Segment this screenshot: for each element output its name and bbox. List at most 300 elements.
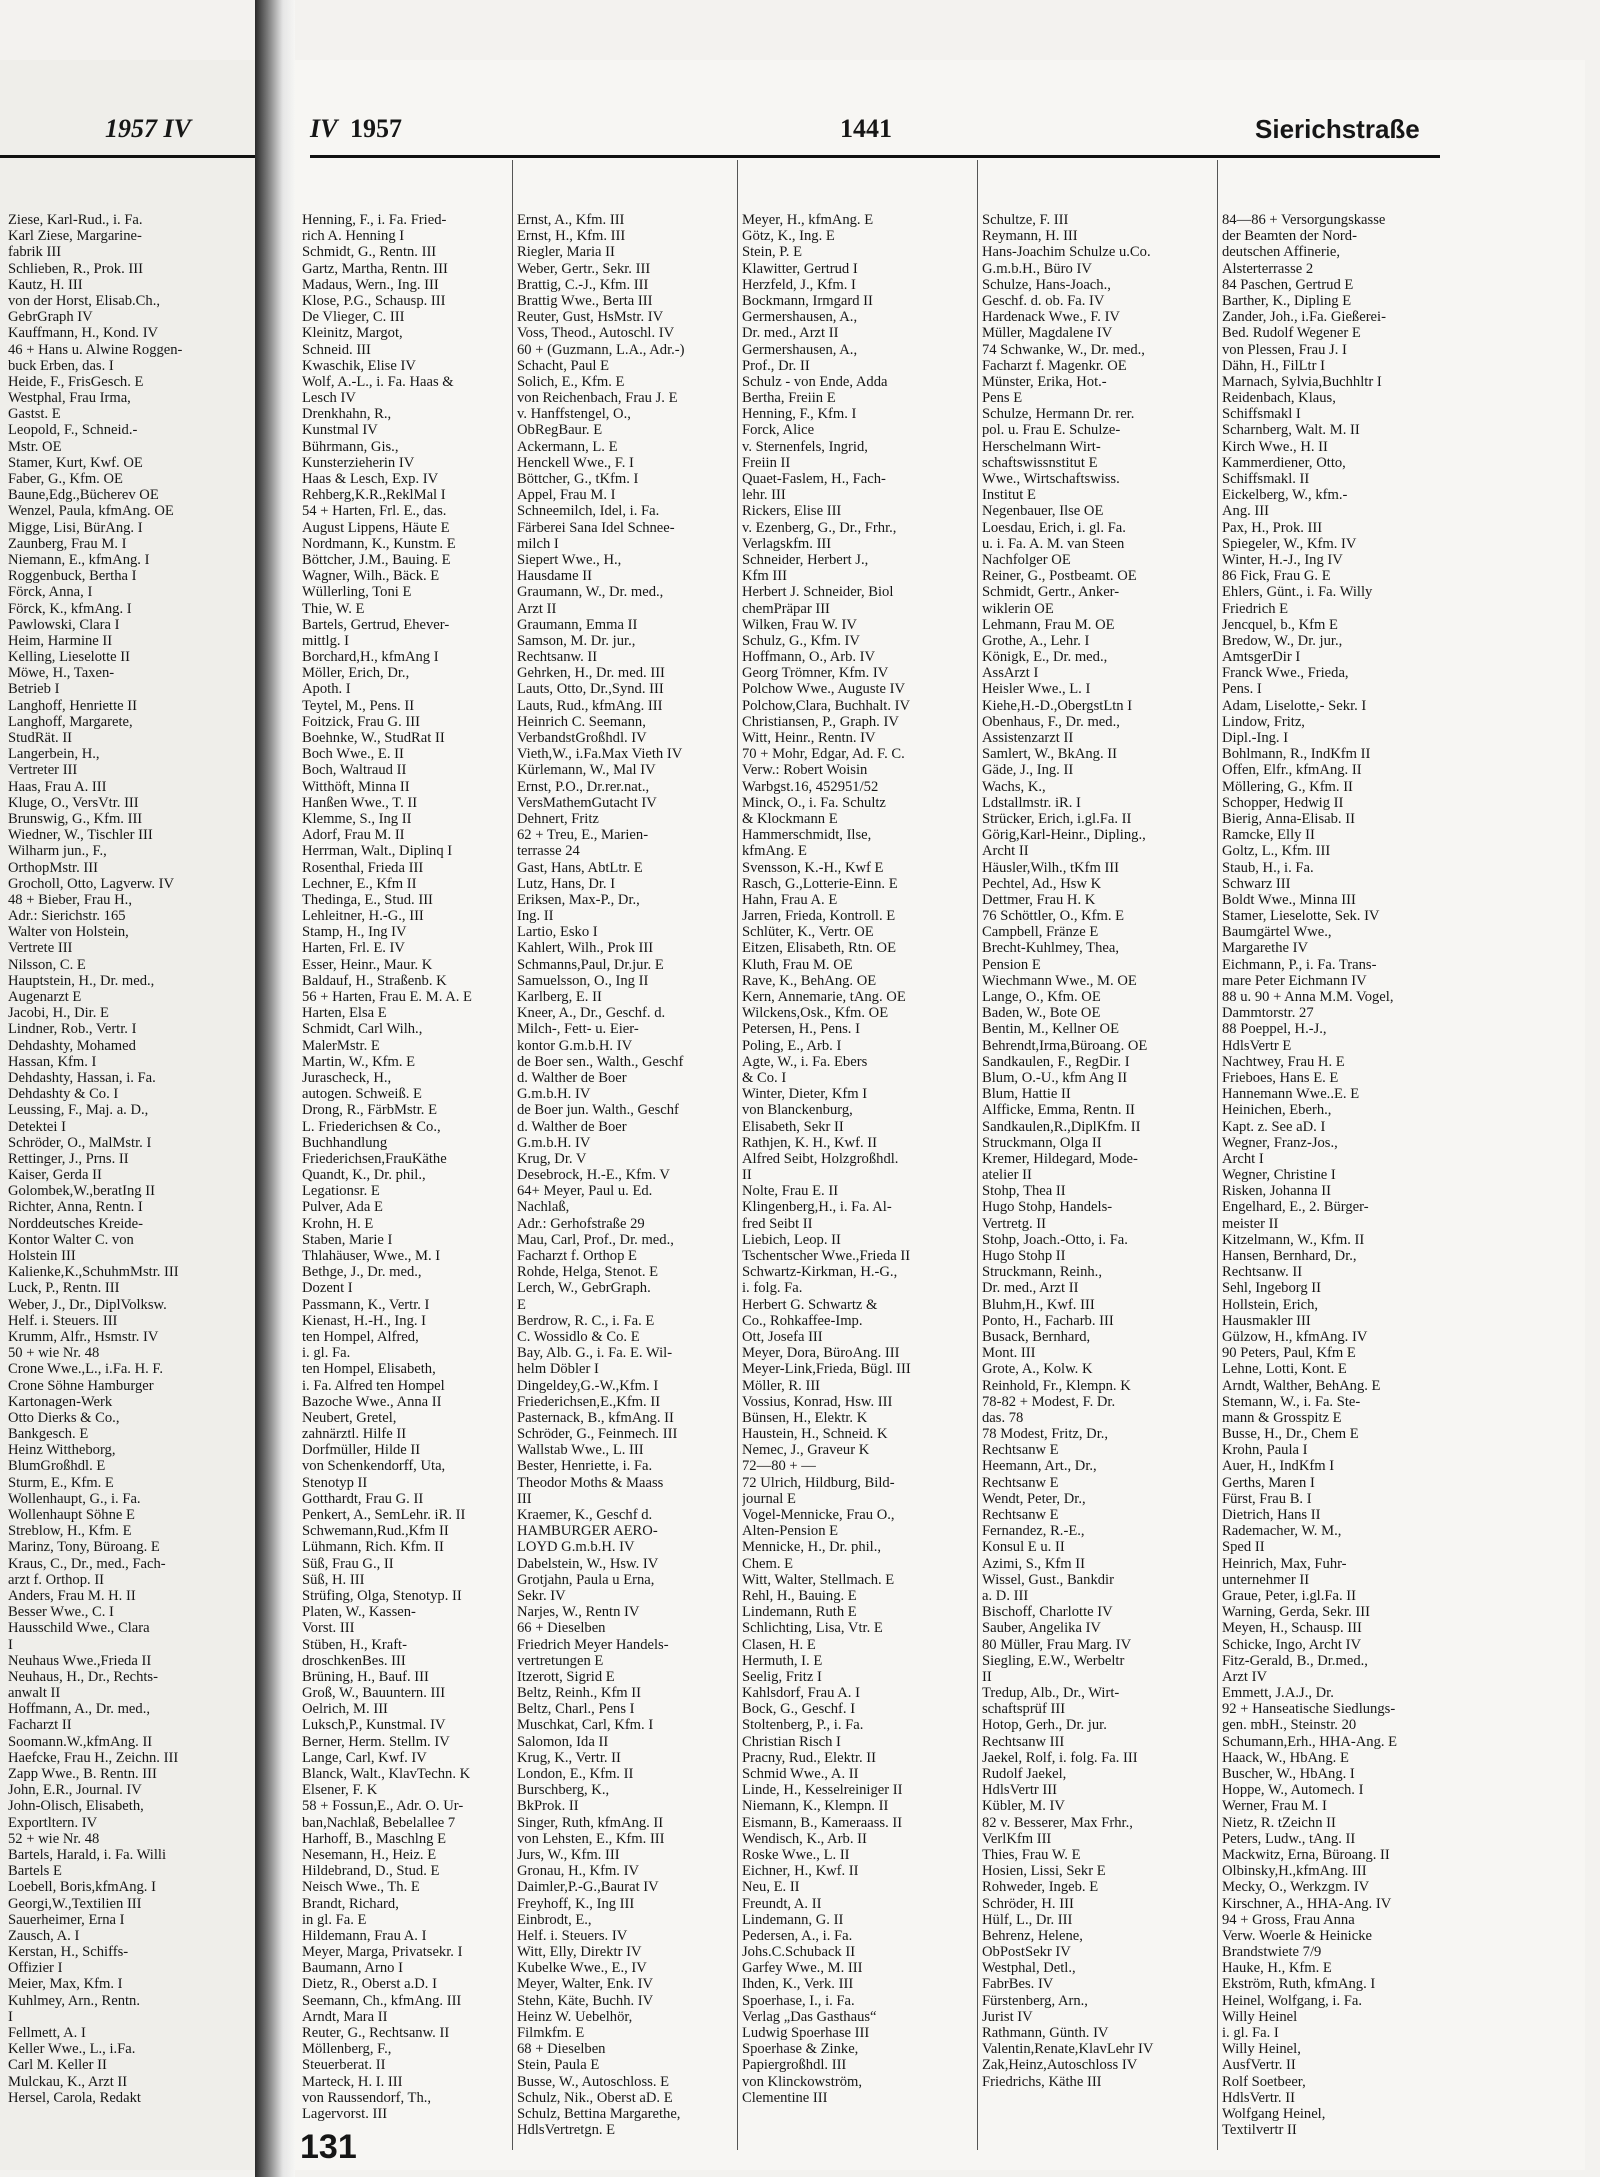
directory-entry-line: Vertreter III	[8, 762, 78, 779]
directory-entry-line: Hotop, Gerh., Dr. jur.	[982, 1717, 1107, 1734]
directory-entry-line: Hollstein, Erich,	[1222, 1296, 1319, 1313]
directory-entry-line: terrasse 24	[517, 843, 580, 860]
directory-entry-line: Hugo Stohp II	[982, 1248, 1066, 1264]
directory-entry-line: Legationsr. E	[302, 1183, 380, 1200]
directory-entry-line: 78-82 + Modest, F. Dr.	[982, 1393, 1116, 1410]
directory-entry-line: Schlichting, Lisa, Vtr. E	[742, 1620, 883, 1637]
directory-entry-line: 70 + Mohr, Edgar, Ad. F. C.	[742, 746, 905, 763]
directory-entry-line: Busse, W., Autoschloss. E	[517, 2073, 670, 2090]
directory-entry-line: Wolf, A.-L., i. Fa. Haas &	[302, 373, 454, 390]
directory-entry-line: Kelling, Lieselotte II	[8, 649, 130, 666]
directory-entry-line: Mont. III	[982, 1345, 1036, 1362]
directory-entry-line: von der Horst, Elisab.Ch.,	[8, 292, 161, 309]
directory-entry-line: Alten-Pension E	[742, 1523, 839, 1540]
directory-entry-line: Tschentscher Wwe.,Frieda II	[742, 1248, 911, 1264]
directory-entry-line: Bohlmann, R., IndKfm II	[1222, 746, 1371, 763]
directory-entry-line: Fitz-Gerald, B., Dr.med.,	[1222, 1652, 1368, 1669]
directory-entry-line: Meyer, Walter, Enk. IV	[517, 1976, 653, 1993]
directory-entry-line: 72 Ulrich, Hildburg, Bild-	[742, 1474, 895, 1491]
directory-entry-line: 72—80 + —	[742, 1458, 816, 1475]
directory-entry-line: Hildemann, Frau A. I	[302, 1927, 427, 1944]
directory-entry-line: Kirschner, A., HHA-Ang. IV	[1222, 1895, 1392, 1912]
directory-entry-line: Heinz Wittheborg,	[8, 1442, 116, 1459]
directory-entry-line: Streblow, H., Kfm. E	[8, 1523, 132, 1540]
directory-entry-line: Dorfmüller, Hilde II	[302, 1442, 421, 1459]
directory-entry-line: Schwartz-Kirkman, H.-G.,	[742, 1264, 898, 1281]
directory-entry-line: Helf. i. Steuers. III	[8, 1312, 118, 1329]
directory-entry-line: Bockmann, Irmgard II	[742, 292, 873, 309]
directory-entry-line: Brecht-Kuhlmey, Thea,	[982, 940, 1119, 957]
directory-entry-line: Bester, Henriette, i. Fa.	[517, 1458, 653, 1475]
directory-entry-line: Dipl.-Ing. I	[1222, 730, 1289, 746]
directory-entry-line: Baden, W., Bote OE	[982, 1005, 1101, 1022]
directory-entry-line: i. gl. Fa.	[302, 1345, 351, 1362]
directory-entry-line: Exportltern. IV	[8, 1814, 98, 1831]
directory-entry-line: 64+ Meyer, Paul u. Ed.	[517, 1183, 653, 1200]
directory-entry-line: Bischoff, Charlotte IV	[982, 1604, 1113, 1621]
directory-entry-line: Boldt Wwe., Minna III	[1222, 891, 1356, 908]
directory-entry-line: 68 + Dieselben	[517, 2041, 606, 2058]
directory-column-4	[982, 212, 1217, 2090]
directory-entry-line: von Plessen, Frau J. I	[1222, 341, 1347, 358]
directory-entry-line: Bertha, Freiin E	[742, 390, 836, 407]
directory-entry-line: atelier II	[982, 1167, 1032, 1184]
directory-entry-line: Ernst, P.O., Dr.rer.nat.,	[517, 778, 650, 795]
directory-entry-line: Garfey Wwe., M. III	[742, 1960, 863, 1977]
directory-entry-line: Pechtel, Ad., Hsw K	[982, 875, 1102, 892]
directory-entry-line: Filmkfm. E	[517, 2025, 585, 2041]
directory-entry-line: Struckmann, Reinh.,	[982, 1264, 1102, 1281]
directory-entry-line: Gast, Hans, AbtLtr. E	[517, 859, 643, 876]
directory-entry-line: Gastst. E	[8, 406, 61, 423]
directory-entry-line: Möller, Erich, Dr.,	[302, 665, 410, 682]
directory-entry-line: Lindner, Rob., Vertr. I	[8, 1021, 137, 1038]
directory-entry-line: Schneemilch, Idel, i. Fa.	[517, 503, 660, 520]
directory-entry-line: Roggenbuck, Bertha I	[8, 568, 137, 585]
directory-entry-line: Ramcke, Elly II	[1222, 827, 1315, 844]
directory-entry-line: ObRegBaur. E	[517, 422, 603, 439]
directory-entry-line: Vieth,W., i.Fa.Max Vieth IV	[517, 746, 683, 763]
directory-entry-line: 52 + wie Nr. 48	[8, 1830, 100, 1847]
directory-entry-line: VerbandstGroßhdl. IV	[517, 730, 647, 746]
directory-entry-line: Friederichsen,FrauKäthe	[302, 1150, 447, 1167]
directory-entry-line: Hansen, Bernhard, Dr.,	[1222, 1248, 1357, 1264]
directory-entry-line: Jurs, W., Kfm. III	[517, 1846, 620, 1863]
directory-entry-line: Jencquel, b., Kfm E	[1222, 616, 1338, 633]
directory-entry-line: ObPostSekr IV	[982, 1944, 1071, 1961]
directory-entry-line: Böttcher, G., tKfm. I	[517, 471, 639, 487]
directory-entry-line: Leussing, F., Maj. a. D.,	[8, 1102, 149, 1119]
directory-entry-line: Sturm, E., Kfm. E	[8, 1474, 114, 1491]
directory-entry-line: Rasch, G.,Lotterie-Einn. E	[742, 875, 898, 892]
directory-entry-line: 88 u. 90 + Anna M.M. Vogel,	[1222, 989, 1394, 1005]
directory-entry-line: 50 + wie Nr. 48	[8, 1345, 100, 1362]
directory-entry-line: Kauffmann, H., Kond. IV	[8, 325, 159, 342]
directory-entry-line: I	[8, 2008, 13, 2025]
directory-entry-line: Arndt, Walther, BehAng. E	[1222, 1377, 1381, 1394]
directory-entry-line: Mennicke, H., Dr. phil.,	[742, 1539, 882, 1556]
directory-entry-line: Spoerhase, I., i. Fa.	[742, 1992, 855, 2009]
directory-entry-line: Kitzelmann, W., Kfm. II	[1222, 1231, 1365, 1248]
directory-entry-line: Barther, K., Dipling E	[1222, 292, 1352, 309]
directory-entry-line: de Boer sen., Walth., Geschf	[517, 1053, 684, 1070]
directory-entry-line: Detektei I	[8, 1118, 66, 1135]
directory-entry-line: buck Erben, das. I	[8, 357, 114, 374]
directory-entry-line: Westphal, Frau Irma,	[8, 390, 131, 407]
directory-entry-line: Gronau, H., Kfm. IV	[517, 1863, 639, 1880]
directory-entry-line: Kalienke,K.,SchuhmMstr. III	[8, 1264, 179, 1281]
directory-entry-line: L. Friederichsen & Co.,	[302, 1118, 441, 1135]
directory-entry-line: schaftsprüf III	[982, 1701, 1066, 1718]
directory-entry-line: Schmidt, Carl Wilh.,	[302, 1021, 423, 1038]
directory-entry-line: Görig,Karl-Heinr., Dipling.,	[982, 827, 1146, 844]
directory-entry-line: MalerMstr. E	[302, 1037, 380, 1054]
directory-entry-line: Geschf. d. ob. Fa. IV	[982, 292, 1105, 309]
directory-entry-line: Nachfolger OE	[982, 551, 1071, 568]
directory-entry-line: Kahlert, Wilh., Prok III	[517, 940, 654, 957]
directory-entry-line: London, E., Kfm. II	[517, 1766, 634, 1782]
directory-entry-line: Hersel, Carola, Redakt	[8, 2089, 141, 2106]
directory-entry-line: Ackermann, L. E	[517, 438, 618, 455]
directory-entry-line: fabrik III	[8, 244, 62, 261]
directory-entry-line: Vertrete III	[8, 940, 73, 957]
directory-entry-line: Hauptstein, H., Dr. med.,	[8, 972, 155, 989]
directory-entry-line: Stemann, W., i. Fa. Ste-	[1222, 1393, 1361, 1410]
directory-entry-line: Kautz, H. III	[8, 276, 83, 293]
directory-entry-line: Hausmakler III	[1222, 1312, 1311, 1329]
directory-entry-line: meister II	[1222, 1215, 1279, 1232]
directory-entry-line: Kern, Annemarie, tAng. OE	[742, 989, 906, 1005]
directory-entry-line: Königk, E., Dr. med.,	[982, 649, 1108, 666]
directory-column-left-page	[8, 212, 248, 2106]
directory-entry-line: Neuhaus Wwe.,Frieda II	[8, 1652, 152, 1669]
directory-entry-line: Lesch IV	[302, 390, 356, 407]
directory-entry-line: Richter, Anna, Rentn. I	[8, 1199, 143, 1216]
directory-entry-line: Elisabeth, Sekr II	[742, 1118, 844, 1135]
directory-entry-line: Dehdashty, Mohamed	[8, 1037, 136, 1054]
directory-entry-line: Graumann, Emma II	[517, 616, 638, 633]
directory-entry-line: Häusler,Wilh., tKfm III	[982, 859, 1120, 876]
directory-entry-line: Kapt. z. See aD. I	[1222, 1118, 1326, 1135]
directory-entry-line: Apoth. I	[302, 681, 351, 698]
directory-entry-line: Meier, Max, Kfm. I	[8, 1976, 123, 1993]
directory-entry-line: C. Wossidlo & Co. E	[517, 1328, 640, 1345]
directory-entry-line: Hardenack Wwe., F. IV	[982, 309, 1120, 326]
directory-entry-line: III	[517, 1490, 532, 1507]
directory-entry-line: Förck, Anna, I	[8, 584, 93, 601]
directory-entry-line: Sauber, Angelika IV	[982, 1620, 1101, 1637]
directory-entry-line: OrthopMstr. III	[8, 859, 98, 876]
directory-entry-line: lehr. III	[742, 487, 786, 504]
directory-entry-line: Meyer, Marga, Privatsekr. I	[302, 1944, 463, 1961]
directory-entry-line: Haefcke, Frau H., Zeichn. III	[8, 1749, 179, 1766]
directory-entry-line: Ziese, Karl-Rud., i. Fa.	[8, 212, 143, 228]
directory-entry-line: Nachlaß,	[517, 1199, 570, 1216]
directory-entry-line: I	[8, 1636, 13, 1653]
directory-entry-line: Lutz, Hans, Dr. I	[517, 875, 616, 892]
directory-entry-line: Solich, E., Kfm. E	[517, 373, 625, 390]
directory-entry-line: Theodor Moths & Maass	[517, 1474, 664, 1491]
directory-entry-line: Wendisch, K., Arb. II	[742, 1830, 867, 1847]
directory-entry-line: Kaiser, Gerda II	[8, 1167, 102, 1184]
directory-entry-line: Frieboes, Hans E. E	[1222, 1069, 1339, 1086]
directory-entry-line: Kürlemann, W., Mal IV	[517, 762, 656, 779]
directory-entry-line: Polchow,Clara, Buchhalt. IV	[742, 697, 911, 714]
directory-entry-line: i. folg. Fa.	[742, 1280, 803, 1297]
directory-entry-line: Henning, F., Kfm. I	[742, 406, 857, 423]
directory-entry-line: ten Hompel, Elisabeth,	[302, 1361, 436, 1378]
directory-entry-line: Dietz, R., Oberst a.D. I	[302, 1976, 437, 1993]
directory-entry-line: kfmAng. E	[742, 843, 807, 860]
directory-entry-line: Oelrich, M. III	[302, 1701, 388, 1718]
directory-entry-line: Haas & Lesch, Exp. IV	[302, 471, 439, 487]
directory-entry-line: Meyer, H., kfmAng. E	[742, 212, 874, 228]
directory-entry-line: Christiansen, P., Graph. IV	[742, 713, 899, 730]
directory-entry-line: Stohp, Joach.-Otto, i. Fa.	[982, 1231, 1128, 1248]
directory-entry-line: Busse, H., Dr., Chem E	[1222, 1426, 1359, 1443]
directory-entry-line: HdlsVertr. II	[1222, 2089, 1295, 2106]
directory-entry-line: 94 + Gross, Frau Anna	[1222, 1911, 1355, 1928]
street-name: Sierichstraße	[1255, 114, 1420, 144]
directory-entry-line: 48 + Bieber, Frau H.,	[8, 891, 132, 908]
directory-entry-line: Scharnberg, Walt. M. II	[1222, 422, 1360, 439]
directory-entry-line: Sehl, Ingeborg II	[1222, 1280, 1322, 1297]
directory-entry-line: Bethge, J., Dr. med.,	[302, 1264, 422, 1281]
directory-entry-line: Narjes, W., Rentn IV	[517, 1604, 640, 1621]
directory-entry-line: ban,Nachlaß, Bebelallee 7	[302, 1814, 456, 1831]
directory-entry-line: v. Hanffstengel, O.,	[517, 406, 631, 423]
directory-entry-line: Mstr. OE	[8, 438, 62, 455]
directory-entry-line: Pens. I	[1222, 681, 1262, 698]
directory-entry-line: Mulckau, K., Arzt II	[8, 2073, 128, 2090]
directory-entry-line: helm Döbler I	[517, 1361, 599, 1378]
directory-entry-line: Christian Risch I	[742, 1733, 841, 1750]
directory-entry-line: Gerths, Maren I	[1222, 1474, 1315, 1491]
directory-entry-line: 84 Paschen, Gertrud E	[1222, 276, 1354, 293]
directory-entry-line: Zausch, A. I	[8, 1927, 80, 1944]
directory-entry-line: Bluhm,H., Kwf. III	[982, 1296, 1095, 1313]
directory-entry-line: Rave, K., BehAng. OE	[742, 972, 877, 989]
directory-entry-line: HdlsVertr E	[1222, 1037, 1292, 1054]
directory-entry-line: Willy Heinel	[1222, 2008, 1298, 2025]
directory-entry-line: Ekström, Ruth, kfmAng. I	[1222, 1976, 1376, 1993]
directory-entry-line: Rosenthal, Frieda III	[302, 859, 424, 876]
directory-entry-line: Schiffsmakl I	[1222, 406, 1301, 423]
directory-entry-line: Eickelberg, W., kfm.-	[1222, 487, 1348, 504]
directory-entry-line: Goltz, L., Kfm. III	[1222, 843, 1331, 860]
directory-entry-line: Möwe, H., Taxen-	[8, 665, 115, 682]
directory-entry-line: Engelhard, E., 2. Bürger-	[1222, 1199, 1369, 1216]
directory-entry-line: Ludwig Spoerhase III	[742, 2025, 870, 2041]
directory-entry-line: Brattig Wwe., Berta III	[517, 292, 653, 309]
directory-entry-line: Dehnert, Fritz	[517, 810, 599, 827]
directory-entry-line: Kleinitz, Margot,	[302, 325, 403, 342]
directory-entry-line: Bay, Alb. G., i. Fa. E. Wil-	[517, 1345, 673, 1362]
directory-entry-line: Schwarz III	[1222, 875, 1291, 892]
directory-entry-line: Valentin,Renate,KlavLehr IV	[982, 2041, 1154, 2058]
directory-entry-line: Lehleitner, H.-G., III	[302, 908, 424, 925]
directory-entry-line: Schlüter, K., Vertr. OE	[742, 924, 874, 941]
directory-entry-line: Kuhlmey, Arn., Rentn.	[8, 1992, 141, 2009]
directory-entry-line: Witthöft, Minna II	[302, 778, 410, 795]
directory-entry-line: Bock, G., Geschf. I	[742, 1701, 856, 1718]
directory-entry-line: Willy Heinel,	[1222, 2041, 1301, 2058]
directory-entry-line: Polchow Wwe., Auguste IV	[742, 681, 906, 698]
directory-entry-line: Ehlers, Günt., i. Fa. Willy	[1222, 584, 1373, 601]
directory-entry-line: Neuhaus, H., Dr., Rechts-	[8, 1668, 158, 1685]
directory-entry-line: Karlberg, E. II	[517, 989, 602, 1005]
directory-entry-line: Lindemann, G. II	[742, 1911, 844, 1928]
directory-entry-line: Thies, Frau W. E	[982, 1846, 1081, 1863]
directory-entry-line: Wüllerling, Toni E	[302, 584, 412, 601]
directory-entry-line: Eichmann, P., i. Fa. Trans-	[1222, 956, 1377, 973]
directory-entry-line: Hahn, Frau A. E	[742, 891, 838, 908]
directory-entry-line: AusfVertr. II	[1222, 2057, 1296, 2074]
volume-roman: IV	[310, 114, 338, 143]
directory-entry-line: Dingeldey,G.-W.,Kfm. I	[517, 1377, 659, 1394]
directory-entry-line: Kienast, H.-H., Ing. I	[302, 1312, 427, 1329]
directory-entry-line: E	[517, 1296, 526, 1313]
directory-entry-line: Bentin, M., Kellner OE	[982, 1021, 1119, 1038]
directory-entry-line: Meyer-Link,Frieda, Bügl. III	[742, 1361, 911, 1378]
directory-entry-line: gen. mbH., Steinstr. 20	[1222, 1717, 1357, 1734]
directory-entry-line: Kwaschik, Elise IV	[302, 357, 416, 374]
directory-entry-line: Schmidt, G., Rentn. III	[302, 244, 437, 261]
directory-entry-line: 88 Poeppel, H.-J.,	[1222, 1021, 1327, 1038]
directory-entry-line: Gotthardt, Frau G. II	[302, 1490, 424, 1507]
directory-entry-line: Hausschild Wwe., Clara	[8, 1620, 150, 1637]
directory-entry-line: Pension E	[982, 956, 1041, 973]
directory-entry-line: Langhoff, Henriette II	[8, 697, 137, 714]
directory-entry-line: Sped II	[1222, 1539, 1265, 1556]
directory-entry-line: deutschen Affinerie,	[1222, 244, 1341, 261]
directory-entry-line: Staben, Marie I	[302, 1231, 393, 1248]
directory-entry-line: 82 v. Besserer, Max Frhr.,	[982, 1814, 1133, 1831]
directory-entry-line: De Vlieger, C. III	[302, 309, 405, 326]
directory-entry-line: Augenarzt E	[8, 989, 82, 1005]
directory-entry-line: Risken, Johanna II	[1222, 1183, 1332, 1200]
directory-entry-line: 54 + Harten, Frl. E., das.	[302, 503, 447, 520]
directory-entry-line: Wolfgang Heinel,	[1222, 2105, 1326, 2122]
directory-entry-line: schaftswissnstitut E	[982, 454, 1098, 471]
directory-entry-line: Vertretg. II	[982, 1215, 1047, 1232]
directory-entry-line: Samlert, W., BkAng. II	[982, 746, 1117, 763]
directory-entry-line: der Beamten der Nord-	[1222, 228, 1357, 245]
directory-entry-line: Rettinger, J., Prns. II	[8, 1150, 129, 1167]
directory-entry-line: Olbinsky,H.,kfmAng. III	[1222, 1863, 1367, 1880]
directory-entry-line: II	[742, 1167, 752, 1184]
directory-entry-line: Herschelmann Wirt-	[982, 438, 1101, 455]
directory-entry-line: Süß, H. III	[302, 1571, 365, 1588]
directory-entry-line: Nietz, R. tZeichn II	[1222, 1814, 1336, 1831]
directory-entry-line: Meyen, H., Schausp. III	[1222, 1620, 1362, 1637]
directory-entry-line: Klose, P.G., Schausp. III	[302, 292, 446, 309]
directory-entry-line: Singer, Ruth, kfmAng. II	[517, 1814, 664, 1831]
directory-entry-line: Dettmer, Frau H. K	[982, 891, 1096, 908]
directory-entry-line: Harten, Elsa E	[302, 1005, 387, 1022]
directory-entry-line: Staub, H., i. Fa.	[1222, 859, 1314, 876]
directory-entry-line: Boehnke, W., StudRat II	[302, 730, 445, 746]
directory-entry-line: Bredow, W., Dr. jur.,	[1222, 632, 1343, 649]
directory-entry-line: Krohn, Paula I	[1222, 1442, 1308, 1459]
directory-entry-line: Warning, Gerda, Sekr. III	[1222, 1604, 1370, 1621]
directory-entry-line: Jurist IV	[982, 2008, 1033, 2025]
directory-entry-line: Schlieben, R., Prok. III	[8, 260, 143, 277]
directory-entry-line: Siepert Wwe., H.,	[517, 551, 622, 568]
directory-entry-line: Facharzt f. Magenkr. OE	[982, 357, 1127, 374]
directory-entry-line: Co., Rohkaffee-Imp.	[742, 1312, 863, 1329]
directory-entry-line: Pax, H., Prok. III	[1222, 519, 1323, 536]
directory-entry-line: Baumgärtel Wwe.,	[1222, 924, 1332, 941]
directory-entry-line: 66 + Dieselben	[517, 1620, 606, 1637]
directory-entry-line: Germershausen, A.,	[742, 309, 858, 326]
directory-entry-line: Zaunberg, Frau M. I	[8, 535, 127, 552]
directory-entry-line: Thedinga, E., Stud. III	[302, 891, 433, 908]
directory-entry-line: fred Seibt II	[742, 1215, 813, 1232]
directory-entry-line: Elsener, F. K	[302, 1782, 378, 1799]
directory-entry-line: Jacobi, H., Dir. E	[8, 1005, 109, 1022]
directory-entry-line: Eichner, H., Kwf. II	[742, 1863, 859, 1880]
directory-entry-line: Pasternack, B., kfmAng. II	[517, 1409, 674, 1426]
directory-entry-line: Henning, F., i. Fa. Fried-	[302, 212, 447, 228]
directory-entry-line: Heinrich C. Seemann,	[517, 713, 646, 730]
directory-entry-line: Ang. III	[1222, 503, 1270, 520]
directory-entry-line: Voss, Theod., Autoschl. IV	[517, 325, 675, 342]
directory-entry-line: mann & Grosspitz E	[1222, 1409, 1342, 1426]
directory-entry-line: Nolte, Frau E. II	[742, 1183, 839, 1200]
directory-entry-line: d. Walther de Boer	[517, 1118, 627, 1135]
directory-entry-line: Haas, Frau A. III	[8, 778, 107, 795]
directory-entry-line: Reymann, H. III	[982, 228, 1078, 245]
directory-entry-line: Schwemann,Rud.,Kfm II	[302, 1523, 449, 1540]
directory-entry-line: LOYD G.m.b.H. IV	[517, 1539, 635, 1556]
directory-column-2	[517, 212, 737, 2138]
directory-entry-line: Pens E	[982, 390, 1023, 407]
directory-entry-line: Roske Wwe., L. II	[742, 1846, 850, 1863]
directory-entry-line: Archt II	[982, 843, 1029, 860]
directory-entry-line: Emmett, J.A.J., Dr.	[1222, 1685, 1334, 1702]
directory-entry-line: droschkenBes. III	[302, 1652, 406, 1669]
directory-entry-line: milch I	[517, 535, 559, 552]
directory-entry-line: Rademacher, W. M.,	[1222, 1523, 1342, 1540]
directory-entry-line: Schopper, Hedwig II	[1222, 794, 1344, 811]
directory-entry-line: von Lehsten, E., Kfm. III	[517, 1830, 665, 1847]
directory-entry-line: Alfficke, Emma, Rentn. II	[982, 1102, 1135, 1119]
directory-entry-line: Konsul E u. II	[982, 1539, 1065, 1556]
directory-entry-line: Marnach, Sylvia,Buchhltr I	[1222, 373, 1382, 390]
directory-entry-line: Hannemann Wwe..E. E	[1222, 1086, 1360, 1103]
directory-entry-line: rich A. Henning I	[302, 228, 405, 245]
directory-entry-line: Marteck, H. I. III	[302, 2073, 403, 2090]
column-divider	[737, 160, 738, 2150]
directory-entry-line: Passmann, K., Vertr. I	[302, 1296, 430, 1313]
directory-entry-line: Rudolf Jaekel,	[982, 1766, 1067, 1782]
directory-entry-line: Lehne, Lotti, Kont. E	[1222, 1361, 1347, 1378]
directory-entry-line: Hoffmann, A., Dr. med.,	[8, 1701, 151, 1718]
directory-entry-line: Ing. II	[517, 908, 554, 925]
directory-entry-line: Neisch Wwe., Th. E	[302, 1879, 420, 1896]
directory-entry-line: Archt I	[1222, 1150, 1264, 1167]
directory-entry-line: Winter, Dieter, Kfm I	[742, 1086, 868, 1103]
directory-entry-line: Platen, W., Kassen-	[302, 1604, 416, 1621]
directory-entry-line: AssArzt I	[982, 665, 1039, 682]
directory-entry-line: Rechtsanw. II	[1222, 1264, 1303, 1281]
directory-entry-line: FabrBes. IV	[982, 1976, 1054, 1993]
directory-entry-line: Papiergroßhdl. III	[742, 2057, 847, 2074]
directory-entry-line: Klemme, S., Ing II	[302, 810, 412, 827]
directory-entry-line: Blum, Hattie II	[982, 1086, 1071, 1103]
directory-entry-line: Schneid. III	[302, 341, 371, 358]
